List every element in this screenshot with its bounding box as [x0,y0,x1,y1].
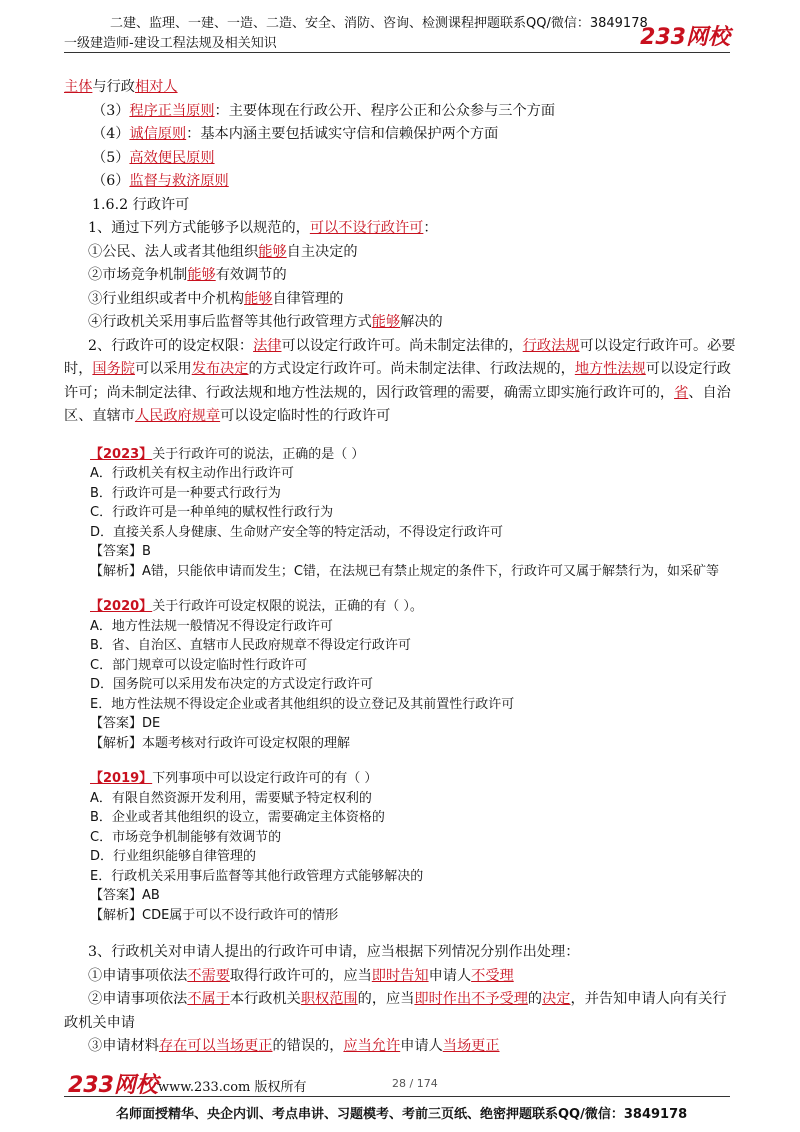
list-item [64,264,736,288]
list-item [64,241,736,265]
text: ③行业组织或者中介机构 [88,290,245,307]
highlight: 人民政府规章 [134,408,221,424]
option: C．行政许可是一种单纯的赋权性行政行为 [90,505,334,520]
option: C．部门规章可以设定临时性行政许可 [90,657,308,673]
highlight: 能够 [258,243,287,260]
option: D．直接关系人身健康、生命财产安全等的特定活动，不得设定行政许可 [90,524,504,540]
highlight: 职权范围 [300,991,358,1007]
explanation: 【解析】本题考核对行政许可设定权限的理解 [90,735,351,751]
page-number: 28 / 174 [392,1077,438,1090]
principle-3 [64,100,736,124]
year-tag: 【2020】 [90,599,153,614]
answer: 【答案】DE [90,716,161,731]
highlight: 即时告知 [371,967,429,984]
text: 关于行政许可设定权限的说法，正确的有（ ）。 [152,599,423,614]
exam-question-2020 [64,597,736,753]
text: 可以设定行政许可。必要时， [64,337,736,377]
highlight: 存在可以当场更正 [158,1038,273,1054]
text: 关于行政许可的说法，正确的是（ ） [152,446,365,462]
header-contact-line: 二建、监理、一建、一造、二造、安全、消防、咨询、检测课程押题联系QQ/微信：3849178 [110,16,648,31]
principle-5 [64,147,736,171]
highlight: 法律 [253,337,282,354]
text: 1、通过下列方式能够予以规范的， [88,220,310,236]
option: B．省、自治区、直辖市人民政府规章不得设定行政许可 [90,638,411,653]
list-item [64,965,736,989]
text: （4） [92,126,130,142]
highlight: 应当允许 [343,1038,401,1054]
text: 解决的 [400,314,443,330]
question-stem [90,769,736,789]
text: 申请人 [428,967,472,984]
highlight: 发布决定 [191,361,249,377]
highlight: 诚信原则 [129,126,187,142]
highlight: 地方性法规 [574,361,646,377]
brand-logo: 233网校 [640,25,730,50]
highlight: 即时作出不予受理 [414,991,528,1007]
option: A．行政机关有权主动作出行政许可 [90,466,294,481]
text: 可以设定临时性的行政许可 [220,408,391,424]
list-item [64,1035,736,1059]
section-application-handling [64,941,736,1059]
text: 申请人 [400,1038,443,1054]
footer-copyright: www.233.com 版权所有 [158,1080,307,1095]
text: ：基本内涵主要包括诚实守信和信赖保护两个方面 [186,126,499,142]
text: （5） [92,149,130,166]
footer-contact-line: 名师面授精华、央企内训、考点串讲、习题模考、考前三页纸、绝密押题联系QQ/微信：3849178 [116,1107,688,1122]
text: 2、行政许可的设定权限： [88,337,254,354]
highlight: 不属于 [187,991,230,1007]
explanation: 【解析】A错，只能依申请而发生；C错，在法规已有禁止规定的条件下，行政许可又属于解禁行为，如采矿等 [90,563,719,579]
exam-question-2023 [64,445,736,582]
text: ①公民、法人或者其他组织 [88,243,259,260]
highlight: 能够 [244,290,273,307]
question-stem [90,597,736,617]
text: 可以设定行政许可；尚未制定法律、行政法规和地方性法规的，因行政管理的需要，确需立即实施行政许可的， [64,361,731,401]
highlight: 主体 [64,79,93,95]
text: 、自治区、直辖市 [64,384,731,424]
option: A．地方性法规一般情况不得设定行政许可 [90,618,333,634]
highlight: 省 [674,384,689,401]
highlight: 能够 [187,267,216,283]
text: 有效调节的 [215,267,287,283]
text: ④行政机关采用事后监督等其他行政管理方式 [88,314,372,330]
explanation: 【解析】CDE属于可以不设行政许可的情形 [90,907,339,923]
text: 自律管理的 [272,290,344,307]
text: （3） [92,102,130,119]
highlight: 不需要 [187,967,230,984]
text: 与行政 [92,79,135,95]
section-heading: 1.6.2 行政许可 [92,196,190,213]
principle-4 [64,123,736,147]
year-tag: 【2019】 [90,771,153,786]
text: ：主要体现在行政公开、程序公正和公众参与三个方面 [214,102,556,119]
list-item [64,311,736,335]
option: B．企业或者其他组织的设立，需要确定主体资格的 [90,810,385,825]
highlight: 程序正当原则 [129,102,215,119]
highlight: 监督与救济原则 [129,173,229,189]
text-line [64,217,736,241]
text: ，并告知申请人向有关行政机关申请 [64,991,727,1031]
option: C．市场竞争机制能够有效调节的 [90,829,282,845]
highlight: 高效便民原则 [129,149,215,166]
footer-brand-logo: 233网校 [68,1073,158,1098]
principle-6 [64,170,736,194]
text: 可以设定行政许可。尚未制定法律的， [281,337,523,354]
paragraph-setting-authority [64,335,736,429]
text: 下列事项中可以设定行政许可的有（ ） [152,771,378,786]
option: E．行政机关采用事后监督等其他行政管理方式能够解决的 [90,868,424,884]
text: ②市场竞争机制 [88,267,188,283]
option: B．行政许可是一种要式行政行为 [90,485,281,501]
text: 的，应当 [357,991,415,1007]
text-line: 3、行政机关对申请人提出的行政许可申请，应当根据下列情况分别作出处理： [88,944,580,960]
text: （6） [92,173,130,189]
highlight: 行政法规 [522,337,580,354]
list-item [64,988,736,1035]
answer: 【答案】AB [90,888,160,903]
text: ③申请材料 [88,1038,159,1054]
highlight: 国务院 [92,361,135,377]
question-stem [90,445,736,465]
highlight: 决定 [542,991,571,1007]
option: D．国务院可以采用发布决定的方式设定行政许可 [90,677,374,692]
text: ①申请事项依法 [88,967,188,984]
text: 的错误的， [272,1038,344,1054]
text: 的 [527,991,543,1007]
option: D．行业组织能够自律管理的 [90,849,257,864]
text: 取得行政许可的，应当 [229,967,372,984]
highlight: 可以不设行政许可 [309,220,424,236]
highlight: 能够 [371,314,401,330]
text: 自主决定的 [286,243,358,260]
text: ： [423,220,438,236]
answer: 【答案】B [90,544,151,559]
text: 的方式设定行政许可。尚未制定法律、行政法规的， [248,361,575,377]
text: 可以采用 [134,361,192,377]
option: E．地方性法规不得设定企业或者其他组织的设立登记及其前置性行政许可 [90,696,515,712]
text: ②申请事项依法 [88,991,188,1007]
list-item [64,288,736,312]
header-book-title: 一级建造师-建设工程法规及相关知识 [64,36,277,51]
text-line [64,76,736,100]
exam-question-2019 [64,769,736,925]
header-divider [64,52,730,53]
highlight: 相对人 [134,79,178,95]
document-body [64,76,736,1059]
option: A．有限自然资源开发利用，需要赋予特定权利的 [90,790,372,806]
highlight: 不受理 [471,967,514,984]
footer-divider [64,1096,730,1097]
text: 本行政机关 [229,991,301,1007]
year-tag: 【2023】 [90,446,153,462]
highlight: 当场更正 [442,1038,500,1054]
